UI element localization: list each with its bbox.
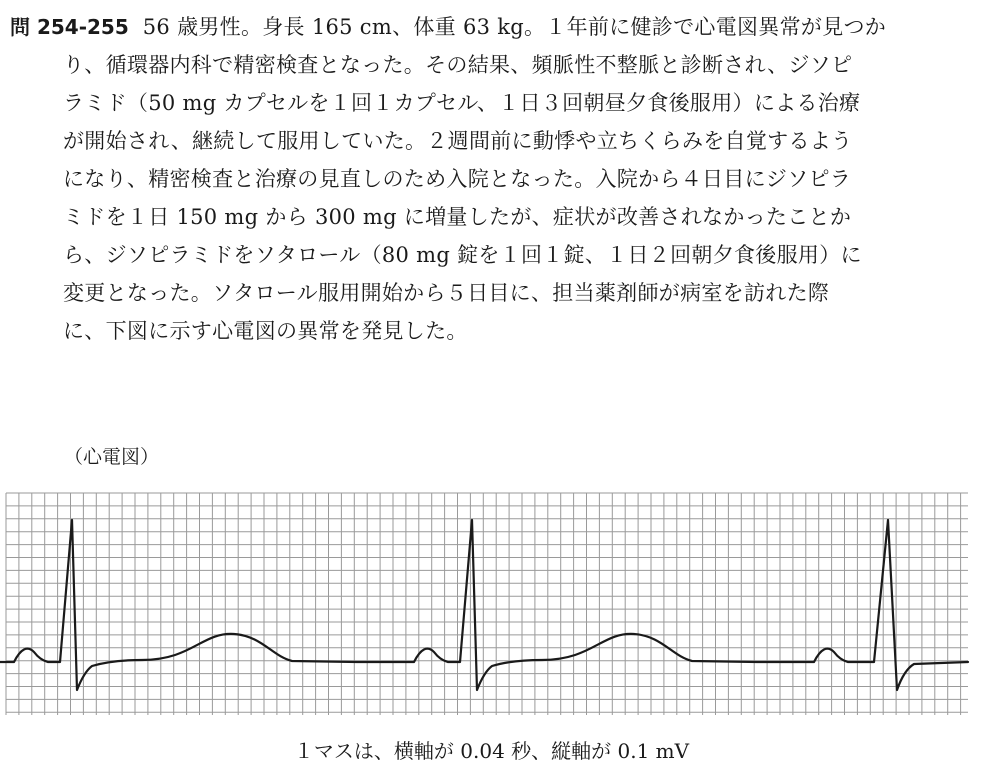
- question-text: ラミド（50 mg カプセルを１回１カプセル、１日３回朝昼夕食後服用）による治療: [63, 91, 861, 115]
- question-text: になり、精密検査と治療の見直しのため入院となった。入院から４日目にジソピラ: [63, 167, 852, 191]
- figure-scale-note: １マスは、横軸が 0.04 秒、縦軸が 0.1 mV: [293, 739, 690, 763]
- question-text: が開始され、継続して服用していた。２週間前に動悸や立ちくらみを自覚するよう: [63, 129, 853, 153]
- ecg-figure: [0, 490, 983, 720]
- question-text: 56 歳男性。身長 165 cm、体重 63 kg。１年前に健診で心電図異常が見つか: [142, 15, 887, 39]
- question-number: 問 254-255: [10, 15, 129, 39]
- ecg-trace: [0, 520, 968, 690]
- question-text: に、下図に示す心電図の異常を発見した。: [63, 319, 468, 343]
- figure-caption: （心電図）: [64, 446, 160, 468]
- question-text: ら、ジソピラミドをソタロール（80 mg 錠を１回１錠、１日２回朝夕食後服用）に: [63, 243, 862, 267]
- question-block: [10, 8, 970, 350]
- ecg-chart: [0, 490, 983, 720]
- question-line-1: [10, 8, 970, 46]
- question-text: り、循環器内科で精密検査となった。その結果、頻脈性不整脈と診断され、ジソピ: [63, 53, 853, 77]
- ecg-grid: [6, 493, 968, 715]
- question-text: 変更となった。ソタロール服用開始から５日目に、担当薬剤師が病室を訪れた際: [63, 281, 830, 305]
- question-text: ミドを１日 150 mg から 300 mg に増量したが、症状が改善されなかったことか: [63, 205, 852, 229]
